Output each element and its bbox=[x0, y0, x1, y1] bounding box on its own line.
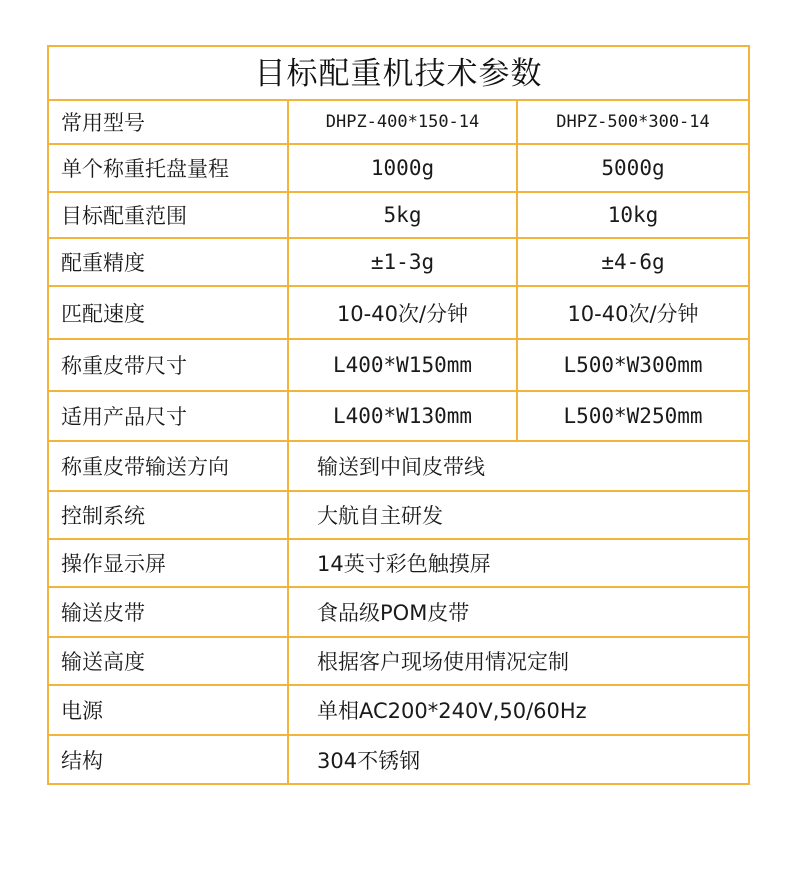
row-value-model-2: ±4-6g bbox=[601, 250, 665, 274]
row-value-model-1: L400*W150mm bbox=[289, 340, 518, 390]
row-value-model-1: 10-40次/分钟 bbox=[289, 287, 518, 338]
row-label: 电源 bbox=[49, 686, 289, 734]
row-value-model-2: 5000g bbox=[601, 156, 665, 180]
table-row-target bbox=[49, 193, 748, 239]
table-row-direction bbox=[49, 442, 748, 492]
row-label: 结构 bbox=[49, 736, 289, 783]
row-value-model-1: 5kg bbox=[289, 193, 518, 237]
row-value-model-2: L500*W250mm bbox=[563, 404, 703, 428]
spec-table bbox=[47, 45, 750, 785]
row-value-model-2: L500*W300mm bbox=[563, 353, 703, 377]
row-label: 适用产品尺寸 bbox=[49, 392, 289, 440]
table-row-speed bbox=[49, 287, 748, 340]
table-row-structure bbox=[49, 736, 748, 783]
table-title: 目标配重机技术参数 bbox=[49, 47, 748, 101]
table-row-range bbox=[49, 145, 748, 193]
row-label: 匹配速度 bbox=[49, 287, 289, 338]
table-row-power bbox=[49, 686, 748, 736]
row-label: 目标配重范围 bbox=[49, 193, 289, 237]
row-label: 配重精度 bbox=[49, 239, 289, 285]
row-value-model-2: 10-40次/分钟 bbox=[567, 301, 699, 326]
row-value: 输送到中间皮带线 bbox=[317, 455, 485, 479]
row-value: 304不锈钢 bbox=[317, 748, 421, 773]
row-label: 输送皮带 bbox=[49, 588, 289, 636]
row-label: 单个称重托盘量程 bbox=[49, 145, 289, 191]
row-label: 称重皮带输送方向 bbox=[49, 442, 289, 490]
row-value-model-1: L400*W130mm bbox=[289, 392, 518, 440]
row-value: 食品级POM皮带 bbox=[317, 601, 470, 625]
table-row-model bbox=[49, 101, 748, 145]
row-value-model-1: DHPZ-400*150-14 bbox=[289, 101, 518, 143]
table-row-product-size bbox=[49, 392, 748, 442]
row-value-model-1: ±1-3g bbox=[289, 239, 518, 285]
row-value: 大航自主研发 bbox=[317, 504, 443, 528]
row-value: 14英寸彩色触摸屏 bbox=[317, 552, 491, 576]
table-row-accuracy bbox=[49, 239, 748, 287]
row-label: 常用型号 bbox=[49, 101, 289, 143]
row-value-model-2: DHPZ-500*300-14 bbox=[556, 112, 710, 132]
row-label: 操作显示屏 bbox=[49, 540, 289, 586]
row-label: 控制系统 bbox=[49, 492, 289, 538]
row-value: 根据客户现场使用情况定制 bbox=[317, 650, 569, 674]
table-row-display bbox=[49, 540, 748, 588]
table-row-control bbox=[49, 492, 748, 540]
row-value-model-2: 10kg bbox=[607, 203, 659, 227]
row-value: 单相AC200*240V,50/60Hz bbox=[317, 699, 587, 723]
table-row-belt-size bbox=[49, 340, 748, 392]
table-row-belt bbox=[49, 588, 748, 638]
table-row-height bbox=[49, 638, 748, 686]
row-label: 输送高度 bbox=[49, 638, 289, 684]
row-value-model-1: 1000g bbox=[289, 145, 518, 191]
row-label: 称重皮带尺寸 bbox=[49, 340, 289, 390]
